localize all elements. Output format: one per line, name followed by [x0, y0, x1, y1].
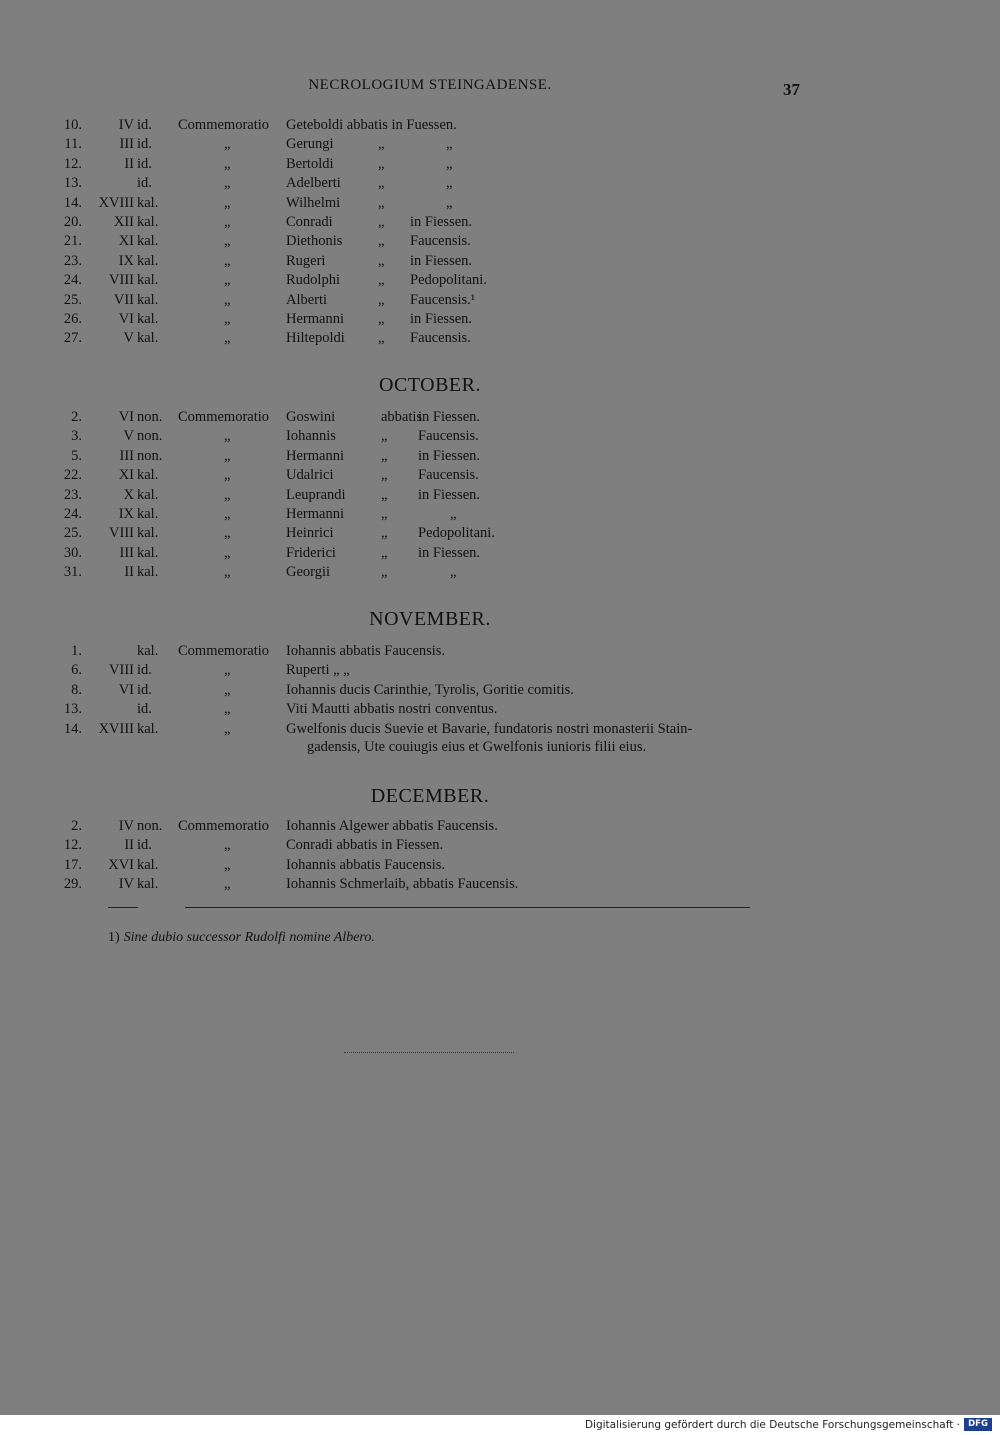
entry-num: 27.: [63, 330, 82, 347]
entry-rom: X: [123, 486, 134, 503]
entry-num: 23.: [63, 252, 82, 269]
entry-name: Friderici: [286, 544, 336, 561]
entry-num: 2.: [71, 409, 82, 425]
entry-comm: Commemoratio: [178, 818, 270, 834]
entry-num: 10.: [63, 117, 82, 133]
entry-ditto: „: [224, 233, 231, 250]
entry-num: 29.: [63, 876, 82, 893]
entry-rom: II: [124, 837, 134, 854]
entry-place: in Fiessen.: [410, 214, 473, 230]
entry-num: 12.: [63, 837, 82, 854]
entry-ditto: „: [224, 701, 231, 718]
entry-ditto: „: [224, 252, 231, 269]
entry-num: 6.: [71, 662, 82, 679]
entry-name: Hermanni: [286, 311, 344, 327]
entry-name: Ruperti „ „: [286, 662, 350, 679]
entry-ditto: „: [224, 330, 231, 347]
month-heading-october: OCTOBER.: [379, 374, 481, 396]
entry-name: Alberti: [286, 291, 328, 308]
entry-name: Gerungi: [286, 136, 334, 153]
entry-place: in Fiessen.: [410, 252, 473, 269]
entry-day: non.: [137, 409, 163, 425]
entry-ditto: „: [224, 525, 231, 542]
entry-day: id.: [137, 175, 152, 192]
entry-day: id.: [137, 117, 152, 133]
entry-name: Iohannis ducis Carinthie, Tyrolis, Goritie comitis.: [286, 681, 574, 698]
entry-name: Georgii: [286, 564, 331, 581]
entry-day: kal.: [137, 720, 159, 737]
entry-day: kal.: [137, 194, 159, 211]
print-speckles: [344, 1052, 514, 1054]
entry-place: Faucensis.: [418, 467, 479, 484]
entry-d2: „: [381, 447, 388, 464]
entry-d2: „: [378, 233, 385, 250]
entry-num: 1.: [71, 643, 82, 659]
entry-d2: „: [378, 155, 385, 172]
entry-d3: „: [446, 194, 453, 211]
footnote-rule: [108, 907, 138, 908]
entry-place: in Fiessen.: [418, 486, 481, 503]
entry-day: id.: [137, 155, 152, 172]
entry-num: 13.: [63, 175, 82, 192]
entry-ditto: „: [224, 506, 231, 522]
entry-place: Pedopolitani.: [410, 272, 487, 289]
entry-name: Conradi: [286, 214, 333, 230]
entry-day: kal.: [137, 876, 159, 893]
entry-name: Hermanni: [286, 447, 344, 464]
entry-name: Viti Mautti abbatis nostri conventus.: [286, 701, 498, 718]
entry-d3: „: [450, 564, 457, 581]
entry-rom: IX: [118, 252, 134, 269]
footnote-marker: 1): [108, 930, 120, 945]
entry-day: id.: [137, 837, 152, 854]
entry-num: 14.: [63, 194, 82, 211]
entry-ditto: „: [224, 136, 231, 153]
entry-rom: XVIII: [98, 194, 134, 211]
entry-num: 5.: [71, 447, 82, 464]
entry-ditto: „: [224, 720, 231, 737]
entry-day: kal.: [137, 564, 159, 581]
entry-d2: „: [381, 564, 388, 581]
entry-num: 14.: [63, 720, 82, 737]
entry-day: kal.: [137, 525, 159, 542]
entry-num: 23.: [63, 486, 82, 503]
entry-comm: Commemoratio: [178, 117, 270, 133]
entry-name: Udalrici: [286, 467, 334, 484]
entry-day: non.: [137, 447, 163, 464]
entry-d2: „: [381, 428, 388, 445]
entry-name: Bertoldi: [286, 155, 334, 172]
entry-num: 20.: [63, 214, 82, 230]
entry-day: id.: [137, 681, 152, 698]
entry-name: Heinrici: [286, 525, 334, 542]
entry-rom: IV: [118, 818, 134, 834]
entry-d2: „: [378, 330, 385, 347]
entry-num: 3.: [71, 428, 82, 445]
entry-name: Leuprandi: [286, 486, 346, 503]
entry-place: Faucensis.: [410, 330, 471, 347]
entry-d2: „: [381, 467, 388, 484]
page-number: 37: [783, 80, 800, 99]
month-heading-november: NOVEMBER.: [369, 608, 491, 630]
entry-d2: „: [381, 486, 388, 503]
entry-d2: „: [378, 214, 385, 230]
entry-d2: abbatis: [381, 409, 423, 425]
entry-ditto: „: [224, 428, 231, 445]
entry-d2: „: [381, 506, 388, 522]
entry-day: id.: [137, 136, 152, 153]
footnote: [108, 930, 375, 946]
entry-rom: III: [119, 447, 134, 464]
entry-continuation: gadensis, Ute couiugis eius et Gwelfonis iunioris filii eius.: [307, 739, 647, 755]
entry-place: Faucensis.: [410, 233, 471, 250]
entry-name: Conradi abbatis in Fiessen.: [286, 837, 444, 854]
entry-num: 2.: [71, 818, 82, 834]
entry-name: Iohannis Schmerlaib, abbatis Faucensis.: [286, 876, 519, 893]
entry-day: non.: [137, 428, 163, 445]
entry-d3: „: [450, 506, 457, 522]
entry-place: in Fiessen.: [418, 409, 481, 425]
entry-day: kal.: [137, 214, 159, 230]
entry-num: 25.: [63, 525, 82, 542]
entry-num: 17.: [63, 856, 82, 873]
entry-day: kal.: [137, 486, 159, 503]
entry-ditto: „: [224, 856, 231, 873]
entry-day: id.: [137, 662, 152, 679]
entry-name: Iohannis Algewer abbatis Faucensis.: [286, 818, 498, 834]
entry-name: Hiltepoldi: [286, 330, 345, 347]
entry-day: kal.: [137, 272, 159, 289]
entry-d2: „: [378, 272, 385, 289]
entry-name: Adelberti: [286, 175, 341, 192]
entry-ditto: „: [224, 311, 231, 327]
month-heading-december: DECEMBER.: [370, 785, 490, 807]
entry-num: 11.: [64, 136, 82, 153]
entry-name: Diethonis: [286, 233, 343, 250]
entry-d2: „: [378, 175, 385, 192]
entry-rom: XI: [118, 233, 134, 250]
entry-num: 24.: [63, 506, 82, 522]
entry-num: 31.: [63, 564, 82, 581]
entry-ditto: „: [224, 447, 231, 464]
entry-ditto: „: [224, 662, 231, 679]
entry-d3: „: [446, 136, 453, 153]
entry-place: in Fiessen.: [418, 447, 481, 464]
entry-d2: „: [378, 194, 385, 211]
entry-day: non.: [137, 818, 163, 834]
entry-num: 22.: [63, 467, 82, 484]
entry-place: in Fiessen.: [418, 544, 481, 561]
entry-ditto: „: [224, 155, 231, 172]
entry-ditto: „: [224, 681, 231, 698]
entry-name: Iohannis abbatis Faucensis.: [286, 856, 446, 873]
entry-num: 25.: [63, 291, 82, 308]
entry-ditto: „: [224, 486, 231, 503]
entry-d2: „: [378, 291, 385, 308]
entry-name: Geteboldi abbatis in Fuessen.: [286, 117, 457, 133]
entry-rom: VII: [113, 291, 134, 308]
entry-rom: VI: [118, 311, 134, 327]
entry-name: Rudolphi: [286, 272, 340, 289]
entry-rom: VIII: [109, 525, 134, 542]
entry-rom: II: [124, 564, 134, 581]
entry-ditto: „: [224, 214, 231, 230]
entry-rom: V: [123, 428, 134, 445]
entry-rom: VI: [118, 681, 134, 698]
entry-ditto: „: [224, 272, 231, 289]
running-header: NECROLOGIUM STEINGADENSE.: [308, 77, 552, 93]
digitization-footer: [0, 1415, 1000, 1435]
entry-d2: „: [381, 544, 388, 561]
entry-name: Iohannis abbatis Faucensis.: [286, 643, 446, 659]
entry-d3: „: [446, 155, 453, 172]
entry-ditto: „: [224, 467, 231, 484]
entry-day: kal.: [137, 544, 159, 561]
entry-place: Faucensis.¹: [410, 291, 476, 308]
entry-num: 12.: [63, 155, 82, 172]
entry-day: kal.: [137, 233, 159, 250]
entry-rom: IV: [118, 876, 134, 893]
entry-rom: VIII: [109, 662, 134, 679]
entry-name: Rugeri: [286, 252, 326, 269]
entry-name: Gwelfonis ducis Suevie et Bavarie, fundatoris nostri monasterii Stain-: [286, 720, 693, 737]
entry-rom: III: [119, 136, 134, 153]
entry-rom: VIII: [109, 272, 134, 289]
entry-d2: „: [378, 311, 385, 327]
footnote-text: Sine dubio successor Rudolfi nomine Albero.: [123, 930, 375, 945]
entry-day: kal.: [137, 467, 159, 484]
entry-rom: XII: [113, 214, 134, 230]
entry-num: 26.: [63, 311, 82, 327]
entry-name: Goswini: [286, 409, 336, 425]
entry-name: Iohannis: [286, 428, 336, 445]
entry-ditto: „: [224, 194, 231, 211]
dfg-logo: DFG: [964, 1418, 992, 1431]
entry-num: 8.: [71, 681, 82, 698]
entry-rom: XVI: [108, 856, 134, 873]
entry-day: kal.: [137, 506, 159, 522]
entry-d2: „: [378, 252, 385, 269]
entry-rom: VI: [118, 409, 134, 425]
entry-day: kal.: [137, 252, 159, 269]
entry-name: Hermanni: [286, 506, 344, 522]
entry-d3: „: [446, 175, 453, 192]
entry-rom: III: [119, 544, 134, 561]
entry-d2: „: [378, 136, 385, 153]
footnote-rule: [185, 907, 750, 908]
entry-num: 24.: [63, 272, 82, 289]
entry-day: id.: [137, 701, 152, 718]
entry-name: Wilhelmi: [286, 194, 341, 211]
entry-ditto: „: [224, 837, 231, 854]
entry-rom: XVIII: [98, 720, 134, 737]
funding-credit: Digitalisierung gefördert durch die Deutsche Forschungsgemeinschaft ·: [584, 1419, 960, 1431]
entry-place: in Fiessen.: [410, 311, 473, 327]
entry-num: 30.: [63, 544, 82, 561]
entry-ditto: „: [224, 564, 231, 581]
entry-ditto: „: [224, 175, 231, 192]
entry-comm: Commemoratio: [178, 643, 270, 659]
entry-ditto: „: [224, 876, 231, 893]
entry-comm: Commemoratio: [178, 409, 270, 425]
entry-ditto: „: [224, 291, 231, 308]
entry-ditto: „: [224, 544, 231, 561]
entry-day: kal.: [137, 291, 159, 308]
entry-day: kal.: [137, 856, 159, 873]
entry-rom: IX: [118, 506, 134, 522]
entry-rom: V: [123, 330, 134, 347]
entry-d2: „: [381, 525, 388, 542]
entry-day: kal.: [137, 643, 159, 659]
entry-day: kal.: [137, 311, 159, 327]
entry-num: 13.: [63, 701, 82, 718]
entry-rom: XI: [118, 467, 134, 484]
entry-rom: IV: [118, 117, 134, 133]
entry-place: Faucensis.: [418, 428, 479, 445]
entry-num: 21.: [63, 233, 82, 250]
entry-rom: II: [124, 155, 134, 172]
entry-day: kal.: [137, 330, 159, 347]
entry-place: Pedopolitani.: [418, 525, 495, 542]
